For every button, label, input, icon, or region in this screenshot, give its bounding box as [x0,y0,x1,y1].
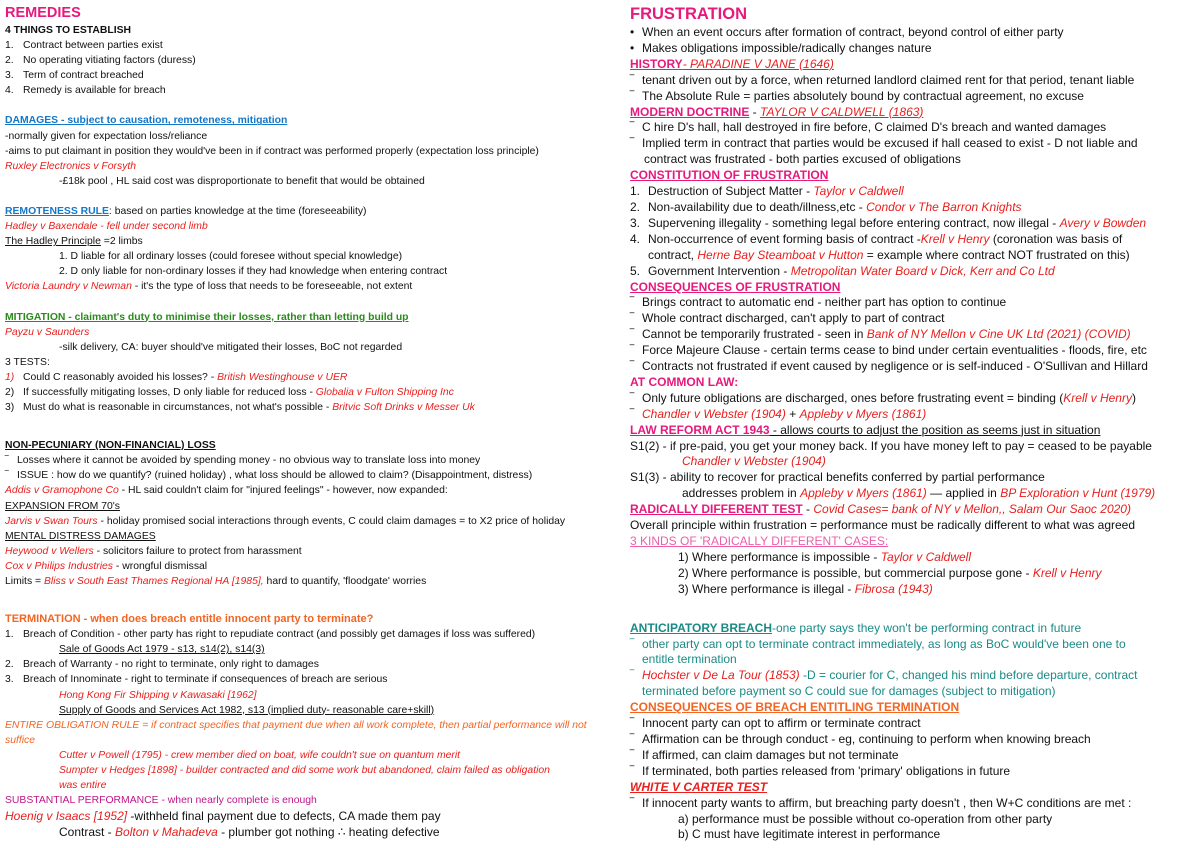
section-line: S1(3) - ability to recover for practical benefits conferred by partial performance [630,470,1045,485]
remoteness-heading-line: REMOTENESS RULE: based on parties knowledge at the time (foreseeability) [5,205,367,217]
damages-line: -£18k pool , HL said cost was disproportionate to benefit that would be obtained [59,175,425,187]
list-item: b) C must have legitimate interest in performance [678,827,941,842]
section-line: S1(2) - if pre-paid, you get your money back. If you have money left to pay = ceased to be payable [630,438,1152,453]
law-reform-heading: LAW REFORM ACT 1943 - allows courts to adjust the position as seems just in situation [630,422,1101,437]
list-item: ‾ Losses where it cannot be avoided by spending money - no obvious way to translate loss into money [5,453,605,468]
mitigation-heading: MITIGATION - claimant's duty to minimise their losses, rather than letting build up [5,311,409,323]
list-item: 4. Non-occurrence of event forming basis of contract -Krell v Henry (coronation was basis of [630,231,1123,246]
tests-heading: 3 TESTS: [5,356,50,368]
list-item: 3. Breach of Innominate - right to terminate if consequences of breach are serious [5,674,388,686]
dash-icon: ‾ [5,470,9,482]
damages-line: -normally given for expectation loss/reliance [5,130,208,142]
modern-heading: MODERN DOCTRINE - TAYLOR V CALDWELL (1863) [630,104,924,119]
list-item-cont: contract was frustrated - both parties excused of obligations [644,152,961,167]
case-name: Hadley v Baxendale - fell under second limb [5,221,208,233]
list-item: 1. Breach of Condition - other party has right to repudiate contract (and possibly get damages if loss was suffered) [5,629,536,641]
list-item: 3) Where performance is illegal - Fibrosa (1943) [678,581,933,596]
kinds-heading: 3 KINDS OF 'RADICALLY DIFFERENT' CASES: [630,534,889,548]
case-name: Chandler v Webster (1904) [682,454,826,469]
dash-icon: ‾ [630,120,634,135]
mitigation-line: -silk delivery, CA: buyer should've mitigated their losses, BoC not regarded [59,341,403,353]
list-item-cont: entitle termination [642,652,737,667]
list-item: 2. Breach of Warranty - no right to terminate, only right to damages [5,659,319,671]
list-item: ‾ Implied term in contract that parties would be excused if hall ceased to exist - D not liable and [630,136,1138,151]
damages-heading: DAMAGES - subject to causation, remoteness, mitigation [5,115,288,127]
list-item: ‾ Hochster v De La Tour (1853) -D = courier for C, changed his mind before departure, contract [630,668,1138,683]
dash-icon: ‾ [630,731,634,746]
dash-icon: ‾ [630,311,634,326]
list-item: 3. Term of contract breached [5,70,144,82]
dash-icon: ‾ [630,343,634,358]
dash-icon: ‾ [630,359,634,374]
limb: 2. D only liable for non-ordinary losses if they had knowledge when entering contract [59,266,448,278]
limits-line: Limits = Bliss v South East Thames Regional HA [1985], hard to quantify, 'floodgate' worries [5,576,427,587]
dash-icon: ‾ [630,795,634,810]
hoenig-line: Hoenig v Isaacs [1952] -withheld final payment due to defects, CA made them pay [5,809,441,824]
list-item: ‾ ISSUE : how do we quantify? (ruined holiday) , what loss should be allowed to claim? (Disappointment, distress) [5,468,605,483]
case-name: Payzu v Saunders [5,326,90,338]
list-item: 2. No operating vitiating factors (duress) [5,55,196,67]
statute: Supply of Goods and Services Act 1982, s13 (implied duty- reasonable care+skill) [59,704,435,716]
termination-heading: TERMINATION - when does breach entitle innocent party to terminate? [5,613,374,626]
left-column [5,4,605,840]
consequences-breach-heading: CONSEQUENCES OF BREACH ENTITLING TERMINATION [630,700,960,715]
dash-icon: ‾ [5,455,9,467]
bullet-icon: • [630,25,635,39]
list-item: ‾ Brings contract to automatic end - neither part has option to continue [630,295,1007,310]
dash-icon: ‾ [630,747,634,762]
frustration-title: FRUSTRATION [630,5,748,23]
constitution-heading: CONSTITUTION OF FRUSTRATION [630,168,829,183]
dash-icon: ‾ [630,406,634,421]
list-item: ‾ Contracts not frustrated if event caused by negligence or is self-induced - O'Sullivan and Hillard [630,359,1148,374]
list-item-cont: contract, Herne Bay Steamboat v Hutton = example where contract NOT frustrated on this) [648,247,1130,262]
hadley-principle: The Hadley Principle =2 limbs [5,236,143,248]
list-item: 5. Government Intervention - Metropolitan Water Board v Dick, Kerr and Co Ltd [630,263,1055,278]
dash-icon: ‾ [630,668,634,683]
list-item: ‾ If terminated, both parties released from 'primary' obligations in future [630,763,1011,778]
list-item: ‾ Whole contract discharged, can't apply to part of contract [630,311,945,326]
history-heading: HISTORY- PARADINE V JANE (1646) [630,56,834,71]
case-name: Ruxley Electronics v Forsyth [5,160,137,172]
list-item: 1. Destruction of Subject Matter - Taylor v Caldwell [630,184,904,199]
dash-icon: ‾ [630,72,634,87]
list-item: 2. Non-availability due to death/illness,etc - Condor v The Barron Knights [630,199,1022,214]
list-item: ‾ Only future obligations are discharged, ones before frustrating event = binding (Krell v Henry) [630,390,1136,405]
substantial-performance: SUBSTANTIAL PERFORMANCE - when nearly complete is enough [5,795,317,807]
list-item: 3) Must do what is reasonable in circumstances, not what's possible - Britvic Soft Drinks v Messer Uk [5,402,475,414]
nonpec-case-line: Cox v Philips Industries - wrongful dismissal [5,560,208,572]
things-heading: 4 THINGS TO ESTABLISH [5,25,132,36]
nonpec-case-line: Heywood v Wellers - solicitors failure to protect from harassment [5,545,302,557]
white-carter-heading: WHITE V CARTER TEST [630,779,768,794]
common-law-heading: AT COMMON LAW: [630,374,739,389]
list-item: ‾ Force Majeure Clause - certain terms cease to bind under certain eventualities - floods, fire, etc [630,343,1147,358]
list-item: • Makes obligations impossible/radically changes nature [630,40,932,55]
mental-heading: MENTAL DISTRESS DAMAGES [5,530,156,542]
dash-icon: ‾ [630,136,634,151]
remoteness-case-line: Victoria Laundry v Newman - it's the type of loss that needs to be foreseeable, not extent [5,281,413,293]
list-item: 4. Remedy is available for breach [5,85,166,97]
list-item: 3. Supervening illegality - something legal before entering contract, now illegal - Avery v Bowden [630,215,1147,230]
case-name: Hong Kong Fir Shipping v Kawasaki [1962] [59,689,257,701]
entire-obligation-rule: ENTIRE OBLIGATION RULE = if contract specifies that payment due when all work complete, then partial performance will not suffice [5,719,587,746]
dash-icon: ‾ [630,295,634,310]
dash-icon: ‾ [630,716,634,731]
list-item: ‾ Chandler v Webster (1904) + Appleby v Myers (1861) [630,406,927,421]
statute: Sale of Goods Act 1979 - s13, s14(2), s14(3) [59,644,265,656]
case-name: was entire [59,780,107,792]
radically-different-heading: RADICALLY DIFFERENT TEST - Covid Cases= bank of NY v Mellon,, Salam Our Saoc 2020) [630,502,1131,517]
bullet-icon: • [630,40,635,55]
list-item: 2) If successfully mitigating losses, D only liable for reduced loss - Globalia v Fulton Shipping Inc [5,386,454,398]
things-list [5,38,605,98]
nonpec-case-line: Addis v Gramophone Co - HL said couldn't claim for "injured feelings" - however, now expanded: [5,485,448,497]
section-line: addresses problem in Appleby v Myers (1861) — applied in BP Exploration v Hunt (1979) [682,486,1156,501]
remedies-title: REMEDIES [5,5,81,21]
list-item: 2) Where performance is possible, but commercial purpose gone - Krell v Henry [678,565,1102,580]
case-name: Cutter v Powell (1795) - crew member died on boat, wife couldn't sue on quantum merit [59,749,461,761]
list-item: a) performance must be possible without co-operation from other party [678,811,1053,826]
list-item: 1) Where performance is impossible - Taylor v Caldwell [678,549,971,564]
nonpec-heading: NON-PECUNIARY (NON-FINANCIAL) LOSS [5,440,216,452]
list-item: ‾ Innocent party can opt to affirm or terminate contract [630,716,921,731]
list-item: ‾ Cannot be temporarily frustrated - seen in Bank of NY Mellon v Cine UK Ltd (2021) (COVID) [630,327,1131,342]
nonpec-case-line: Jarvis v Swan Tours - holiday promised social interactions through events, C could claim damages = to X2 price of holiday [5,515,566,527]
contrast-line: Contrast - Bolton v Mahadeva - plumber got nothing ∴ heating defective [59,825,440,840]
expansion-heading: EXPANSION FROM 70's [5,500,120,512]
dash-icon: ‾ [630,88,634,103]
list-item: ‾ Affirmation can be through conduct - eg, continuing to perform when knowing breach [630,731,1091,746]
dash-icon: ‾ [630,390,634,405]
list-item: ‾ tenant driven out by a force, when returned landlord claimed rent for that period, tenant liable [630,72,1135,87]
list-item: ‾ C hire D's hall, hall destroyed in fire before, C claimed D's breach and wanted damages [630,120,1107,135]
principle-line: Overall principle within frustration = performance must be radically different to what was agreed [630,518,1136,533]
list-item: ‾ other party can opt to terminate contract immediately, as long as BoC would've been one to [630,636,1126,651]
case-name: Sumpter v Hedges [1898] - builder contracted and did some work but abandoned, claim failed as obligation [59,765,550,777]
dash-icon: ‾ [630,327,634,342]
dash-icon: ‾ [630,636,634,651]
right-column [630,4,1196,843]
list-item-cont: terminated before payment so C could sue for damages (subject to mitigation) [642,684,1056,699]
limb: 1. D liable for all ordinary losses (could foresee without special knowledge) [59,251,403,263]
list-item: ‾ The Absolute Rule = parties absolutely bound by contractual agreement, no excuse [630,88,1084,103]
list-item: ‾ If affirmed, can claim damages but not terminate [630,747,899,762]
list-item: 1. Contract between parties exist [5,40,163,52]
list-item: ‾ If innocent party wants to affirm, but breaching party doesn't , then W+C conditions are met : [630,795,1132,810]
anticipatory-heading: ANTICIPATORY BREACH-one party says they won't be performing contract in future [630,620,1082,635]
list-item: 1) Could C reasonably avoided his losses? - British Westinghouse v UER [5,371,348,383]
dash-icon: ‾ [630,763,634,778]
damages-line: -aims to put claimant in position they would've been in if contract was performed properly (expectation loss principle) [5,145,539,157]
list-item: • When an event occurs after formation of contract, beyond control of either party [630,25,1064,39]
consequences-heading: CONSEQUENCES OF FRUSTRATION [630,279,841,294]
